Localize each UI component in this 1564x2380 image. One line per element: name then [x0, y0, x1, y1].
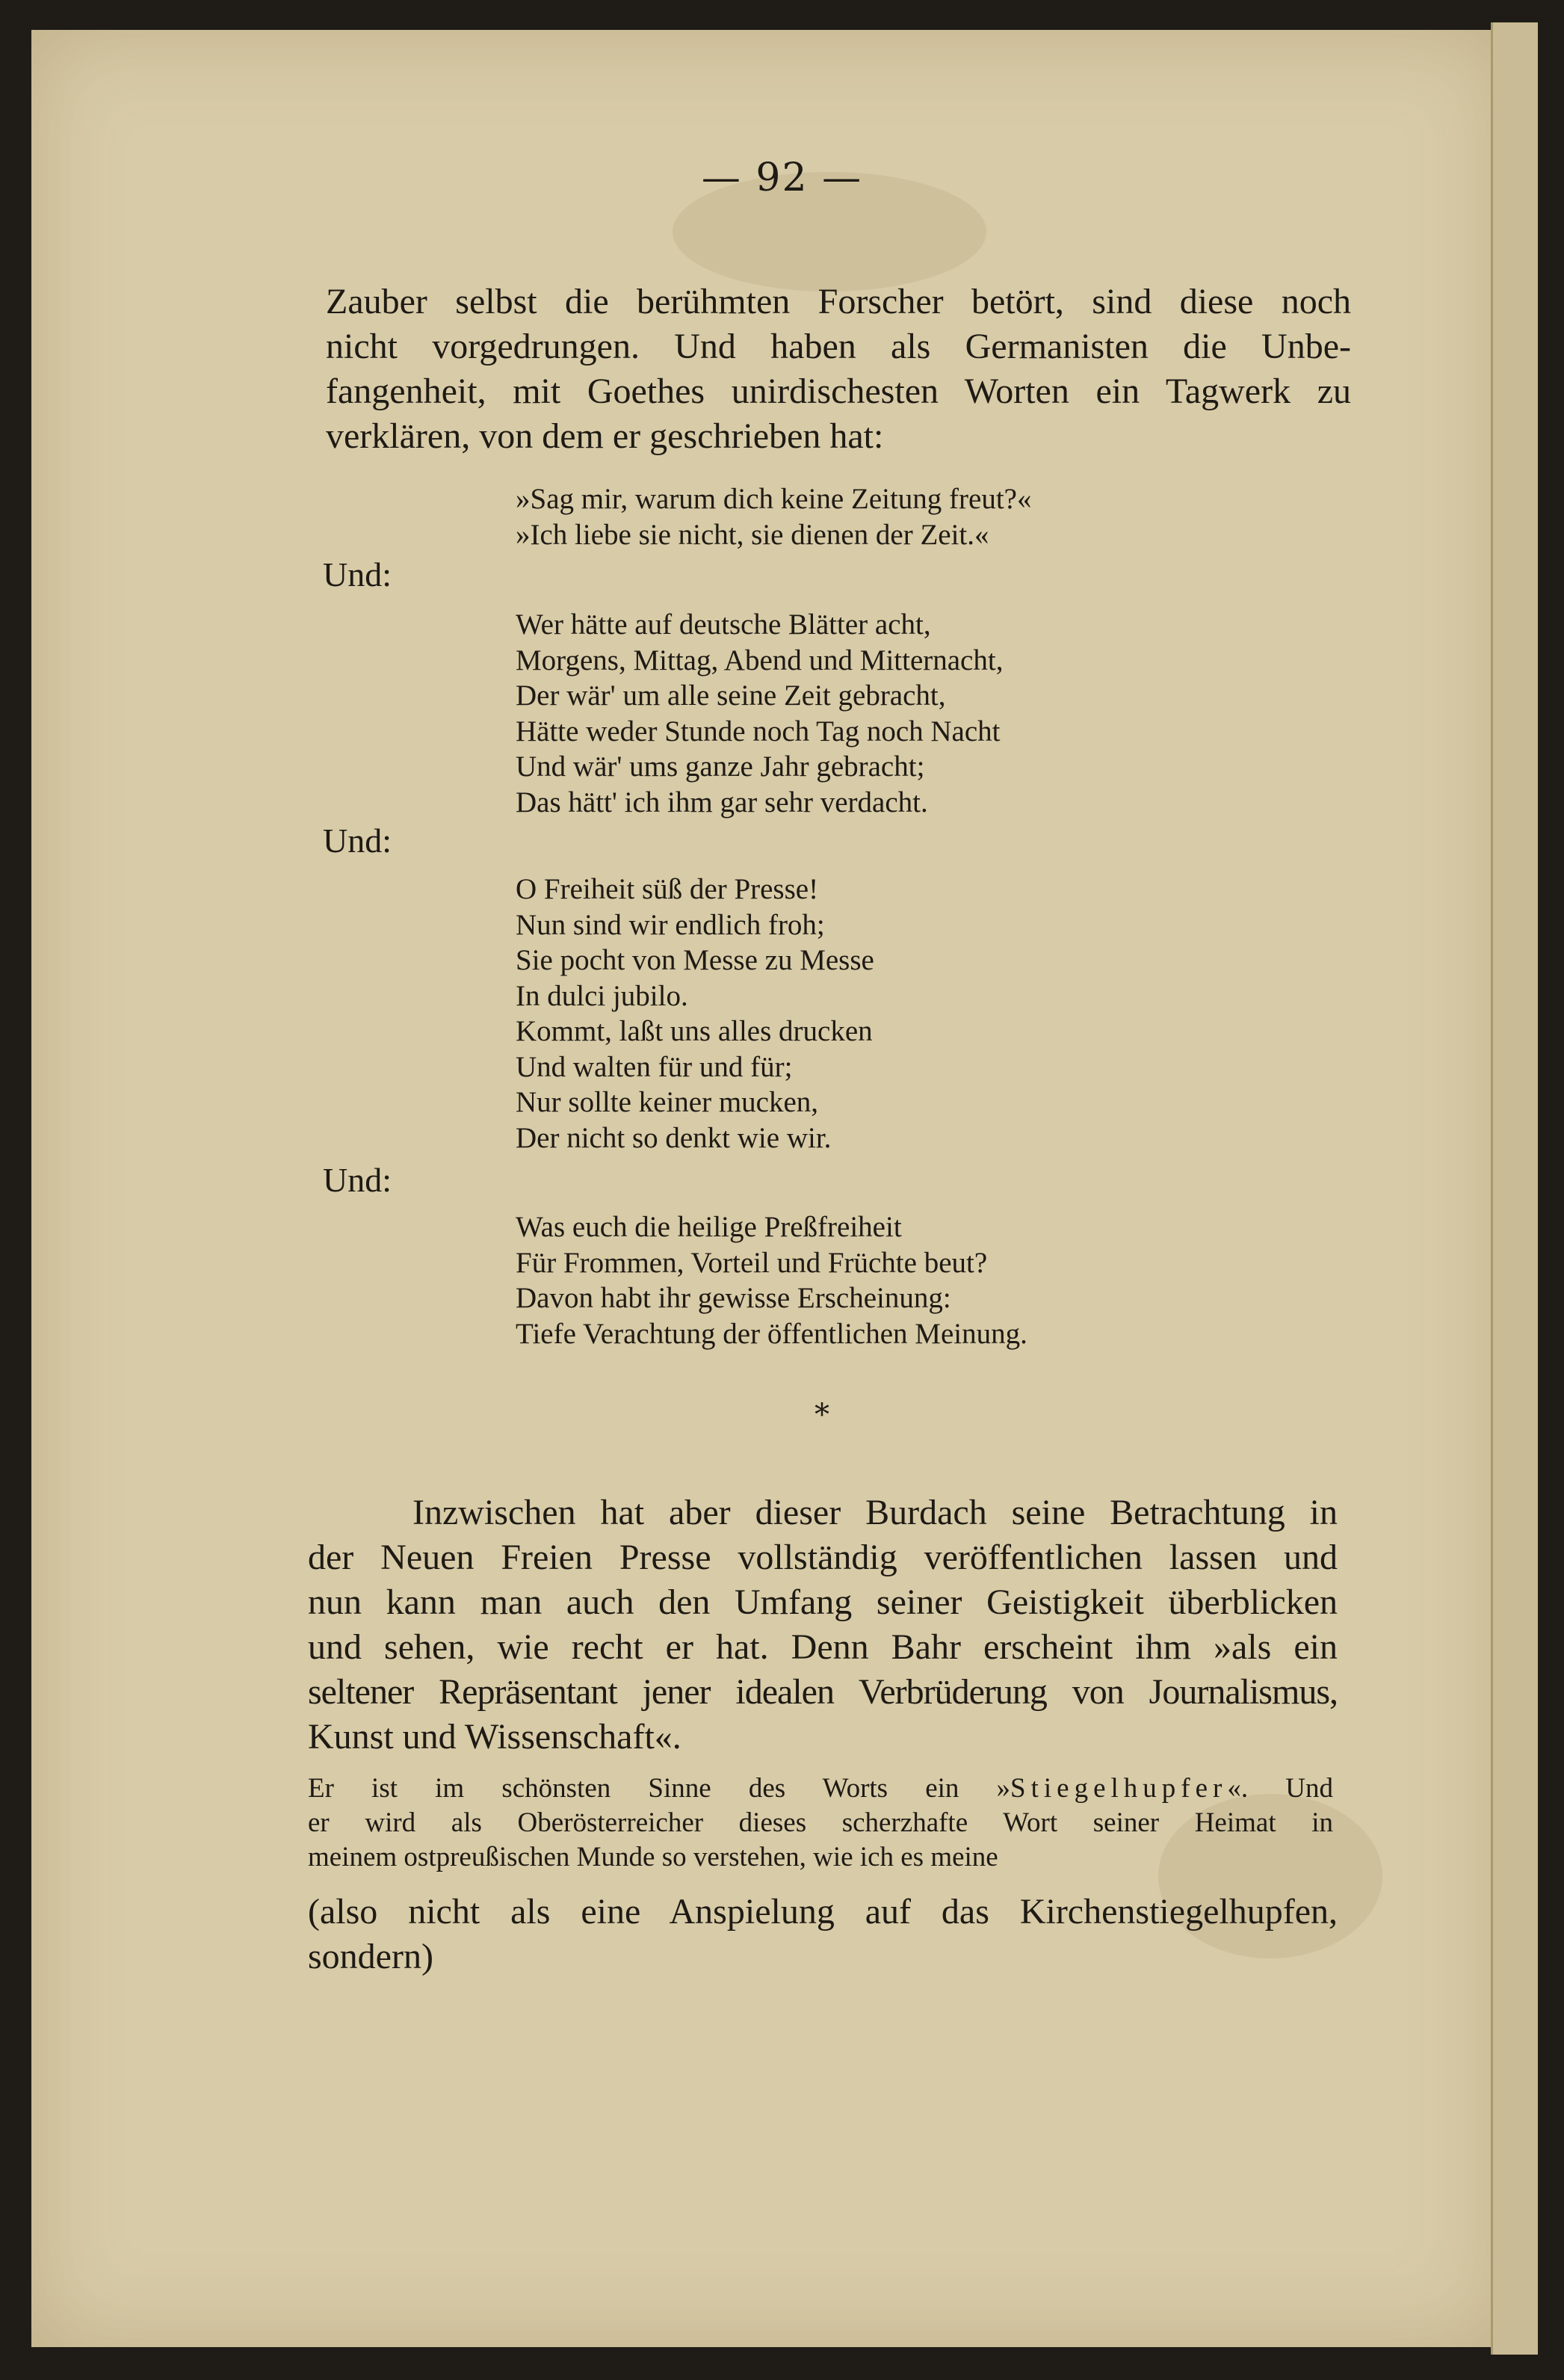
text-line: Kunst und Wissenschaft«. — [308, 1717, 681, 1757]
verse-line: Nur sollte keiner mucken, — [516, 1086, 819, 1118]
closing-paragraph — [308, 1890, 1338, 1979]
text-line: fangenheit, mit Goethes unirdischesten Worten ein Tagwerk zu — [326, 372, 1351, 411]
verse-block-4 — [516, 1209, 1027, 1351]
verse-line: Morgens, Mittag, Abend und Mitternacht, — [516, 644, 1004, 676]
verse-line: Der nicht so denkt wie wir. — [516, 1121, 832, 1154]
verse-line: Wer hätte auf deutsche Blätter acht, — [516, 608, 931, 641]
verse-line: O Freiheit süß der Presse! — [516, 873, 819, 905]
verse-line: Was euch die heilige Preßfreiheit — [516, 1211, 902, 1243]
text-line: der Neuen Freien Presse vollständig veröffentlichen lassen und — [308, 1538, 1338, 1577]
verse-block-1 — [516, 481, 1031, 552]
verse-line: »Sag mir, warum dich keine Zeitung freut?« — [516, 483, 1032, 515]
verse-line: »Ich liebe sie nicht, sie dienen der Zeit.« — [516, 518, 989, 551]
text-line: sondern) — [308, 1937, 433, 1976]
intro-paragraph — [326, 280, 1351, 459]
verse-line: Und walten für und für; — [516, 1050, 793, 1083]
spaced-word: Stiegelhupfer — [1010, 1773, 1228, 1804]
text-line — [308, 1772, 1333, 1806]
page-edge — [1491, 22, 1538, 2355]
text-line: nun kann man auch den Umfang seiner Geistigkeit überblicken — [308, 1582, 1338, 1622]
small-print-paragraph — [308, 1772, 1333, 1875]
main-paragraph — [308, 1490, 1338, 1760]
text-line: und sehen, wie recht er hat. Denn Bahr erscheint ihm »als ein — [308, 1627, 1338, 1667]
text-fragment: Er ist im schönsten Sinne des Worts ein » — [308, 1773, 1011, 1804]
verse-line: In dulci jubilo. — [516, 979, 688, 1012]
verse-block-2 — [516, 607, 1003, 820]
text-line: meinem ostpreußischen Munde so verstehen, wie ich es meine — [308, 1842, 998, 1872]
text-line: Zauber selbst die berühmten Forscher betört, sind diese noch — [326, 282, 1351, 321]
text-line: er wird als Oberösterreicher dieses scherzhafte Wort seiner Heimat in — [308, 1807, 1333, 1838]
und-label: Und: — [323, 1161, 392, 1199]
text-line: Inzwischen hat aber dieser Burdach seine Betrachtung in — [412, 1493, 1338, 1532]
und-label: Und: — [323, 555, 392, 594]
section-separator: * — [815, 1398, 829, 1432]
verse-line: Davon habt ihr gewisse Erscheinung: — [516, 1282, 951, 1314]
verse-block-3 — [516, 872, 874, 1156]
verse-line: Und wär' ums ganze Jahr gebracht; — [516, 750, 925, 783]
verse-line: Sie pocht von Messe zu Messe — [516, 944, 874, 976]
verse-line: Das hätt' ich ihm gar sehr verdacht. — [516, 786, 928, 818]
verse-line: Tiefe Verachtung der öffentlichen Meinung. — [516, 1317, 1027, 1350]
text-line: nicht vorgedrungen. Und haben als Germanisten die Unbe- — [326, 327, 1351, 366]
text-line: seltener Repräsentant jener idealen Verbrüderung von Journalismus, — [308, 1672, 1338, 1712]
text-line: verklären, von dem er geschrieben hat: — [326, 416, 884, 456]
verse-line: Kommt, laßt uns alles drucken — [516, 1015, 873, 1047]
text-line: (also nicht als eine Anspielung auf das Kirchenstiegelhupfen, — [308, 1892, 1338, 1932]
page-number: — 92 — — [701, 155, 863, 200]
und-label: Und: — [323, 821, 392, 860]
verse-line: Für Frommen, Vorteil und Früchte beut? — [516, 1246, 988, 1279]
verse-line: Nun sind wir endlich froh; — [516, 908, 825, 941]
verse-line: Hätte weder Stunde noch Tag noch Nacht — [516, 715, 1001, 747]
text-fragment: «. Und — [1227, 1773, 1333, 1804]
verse-line: Der wär' um alle seine Zeit gebracht, — [516, 679, 946, 712]
